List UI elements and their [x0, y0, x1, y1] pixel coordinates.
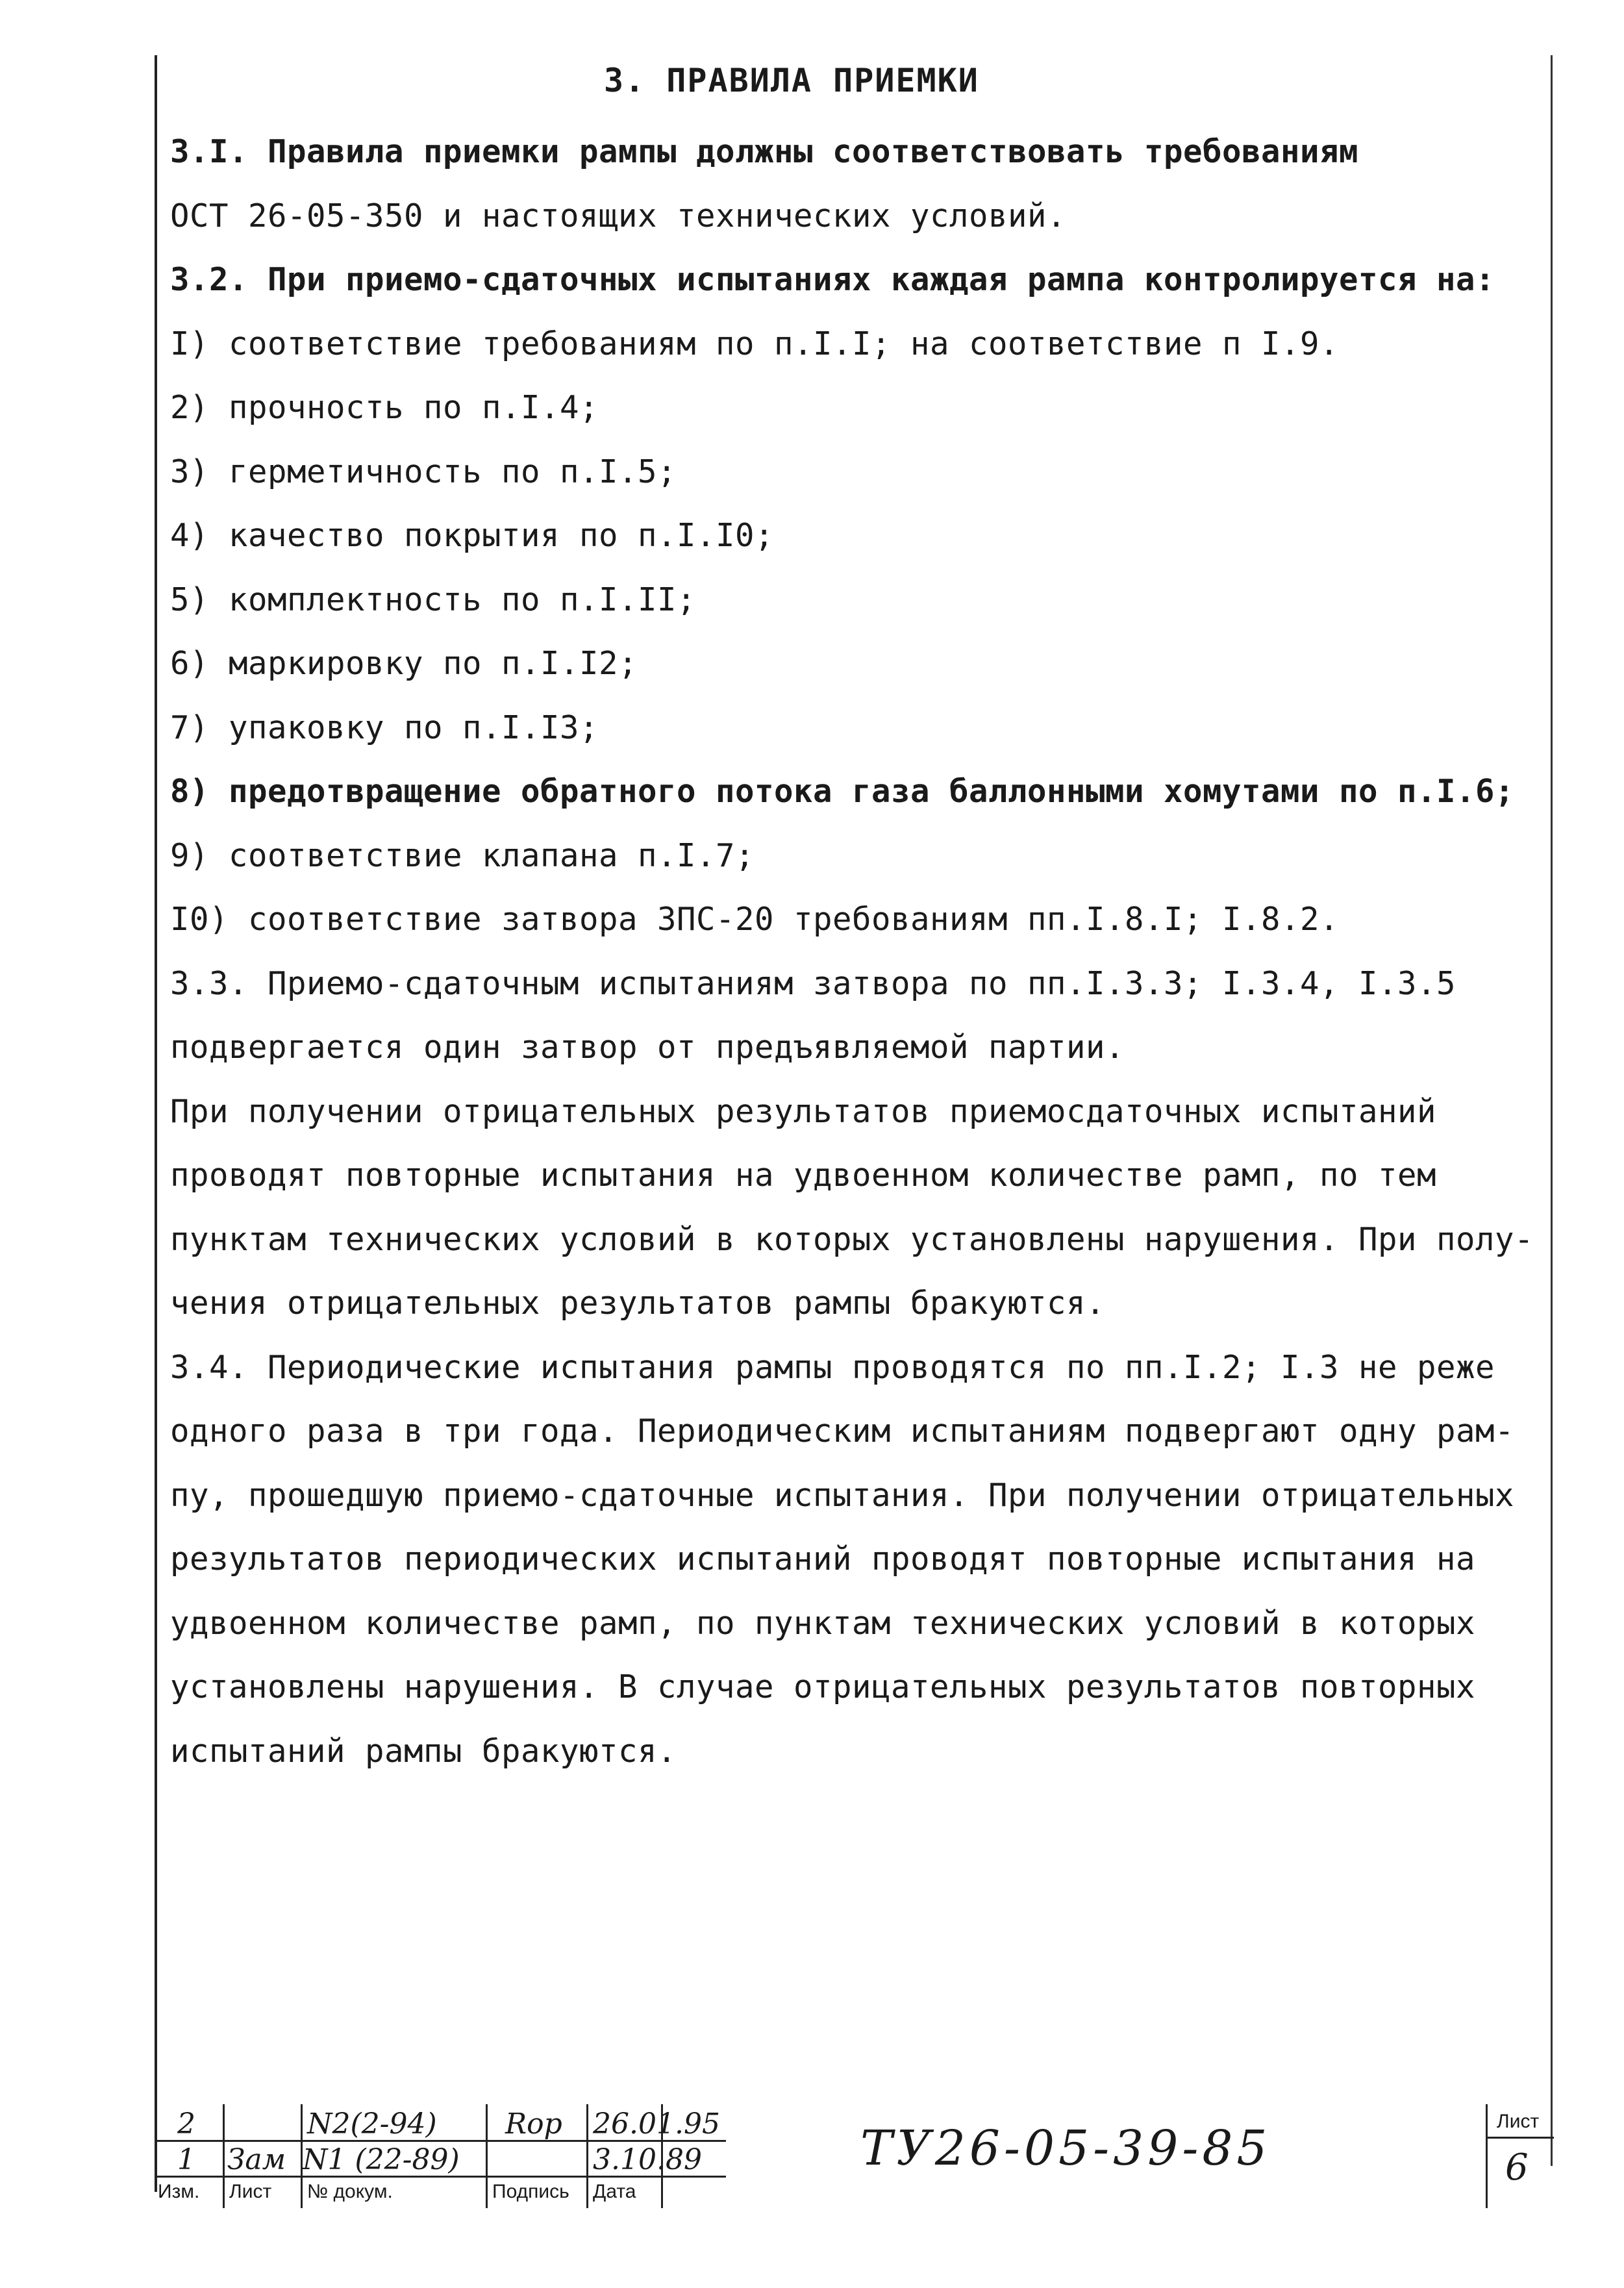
sheet-number: 6 — [1505, 2146, 1529, 2189]
stamp-row1-izm: 2 — [177, 2107, 195, 2141]
text-line: результатов периодических испытаний проводят повторные испытания на — [170, 1540, 1476, 1578]
text-line: I0) соответствие затвора ЗПС-20 требованиям пп.I.8.I; I.8.2. — [170, 901, 1340, 938]
stamp-row1-podpis: Rop — [505, 2107, 562, 2141]
caption-podpis: Подпись — [492, 2181, 569, 2202]
text-line: чения отрицательных результатов рампы бракуются. — [170, 1285, 1106, 1322]
text-line: пу, прошедшую приемо-сдаточные испытания. При получении отрицательных — [170, 1477, 1515, 1514]
text-line: 3.I. Правила приемки рампы должны соответствовать требованиям — [170, 133, 1359, 170]
text-line: 8) предотвращение обратного потока газа баллонными хомутами по п.I.6; — [170, 773, 1515, 810]
text-line: установлены нарушения. В случае отрицательных результатов повторных — [170, 1668, 1476, 1705]
text-line: 6) маркировку по п.I.I2; — [170, 645, 638, 682]
caption-data: Дата — [593, 2181, 636, 2202]
text-line: 4) качество покрытия по п.I.I0; — [170, 517, 775, 554]
stamp-col-divider — [486, 2104, 488, 2208]
text-line: ОСТ 26-05-350 и настоящих технических условий. — [170, 197, 1067, 234]
caption-list: Лист — [229, 2181, 272, 2202]
text-line: 9) соответствие клапана п.I.7; — [170, 837, 755, 874]
text-line: 3) герметичность по п.I.5; — [170, 453, 677, 490]
text-line: 3.2. При приемо-сдаточных испытаниях каждая рампа контролируется на: — [170, 261, 1495, 298]
stamp-sheet-divider — [1486, 2104, 1488, 2208]
sheet-label: Лист — [1497, 2111, 1540, 2132]
section-title: 3. ПРАВИЛА ПРИЕМКИ — [604, 62, 979, 99]
text-line: подвергается один затвор от предъявляемой партии. — [170, 1029, 1125, 1066]
title-block-stamp — [155, 2104, 1554, 2215]
text-line: 5) комплектность по п.I.II; — [170, 581, 697, 618]
text-line: 3.4. Периодические испытания рампы проводятся по пп.I.2; I.3 не реже — [170, 1349, 1495, 1386]
stamp-row2-dokum: N1 (22-89) — [303, 2143, 460, 2176]
document-number: ТУ26-05-39-85 — [860, 2120, 1271, 2176]
text-line: одного раза в три года. Периодическим испытаниям подвергают одну рам- — [170, 1413, 1515, 1450]
text-line: 3.3. Приемо-сдаточным испытаниям затвора по пп.I.3.3; I.3.4, I.3.5 — [170, 965, 1456, 1002]
text-line: удвоенном количестве рамп, по пунктам технических условий в которых — [170, 1605, 1476, 1642]
left-margin-line — [155, 55, 157, 2192]
caption-izm: Изм. — [158, 2181, 200, 2202]
stamp-col-divider — [586, 2104, 588, 2208]
stamp-row1-data: 26.01.95 — [593, 2107, 720, 2141]
text-line: 7) упаковку по п.I.I3; — [170, 709, 599, 746]
stamp-row2-list: Зам — [227, 2143, 286, 2176]
text-line: При получении отрицательных результатов приемосдаточных испытаний — [170, 1093, 1437, 1130]
text-line: испытаний рампы бракуются. — [170, 1733, 677, 1770]
text-line: I) соответствие требованиям по п.I.I; на соответствие п I.9. — [170, 325, 1340, 362]
stamp-col-divider — [223, 2104, 225, 2208]
stamp-row2-izm: 1 — [177, 2143, 195, 2176]
caption-dokum: № докум. — [307, 2181, 393, 2202]
text-line: проводят повторные испытания на удвоенном количестве рамп, по тем — [170, 1157, 1437, 1194]
right-margin-line — [1551, 55, 1553, 2166]
stamp-row2-data: 3.10.89 — [593, 2143, 702, 2176]
stamp-sheet-underline — [1486, 2137, 1554, 2139]
stamp-row1-dokum: N2(2-94) — [307, 2107, 437, 2141]
text-line: пунктам технических условий в которых установлены нарушения. При полу- — [170, 1221, 1534, 1258]
text-line: 2) прочность по п.I.4; — [170, 389, 599, 426]
